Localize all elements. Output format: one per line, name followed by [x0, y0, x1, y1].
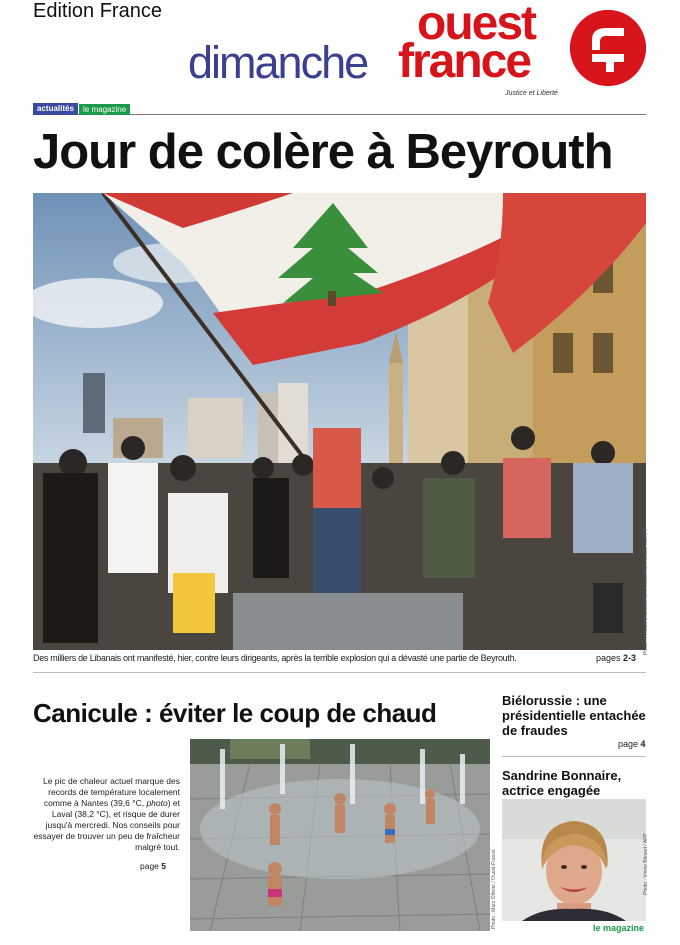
bonnaire-headline[interactable]: Sandrine Bonnaire, actrice engagée — [502, 768, 622, 798]
bielorussie-page-link[interactable]: page 4 — [618, 739, 646, 749]
main-photo-caption: Des milliers de Libanais ont manifesté, hier, contre leurs dirigeants, après la terrible explosion qui a dévasté une partie de Beyrouth. — [33, 653, 517, 663]
brand-dimanche: dimanche — [188, 37, 368, 88]
bielorussie-headline[interactable]: Biélorussie : une présidentielle entachée de fraudes — [502, 693, 646, 738]
magazine-link[interactable]: le magazine — [593, 923, 645, 933]
canicule-page-link[interactable]: page 5 — [140, 861, 167, 871]
rubric-magazine-tag[interactable]: le magazine — [79, 104, 130, 115]
main-photo-beirut-protest[interactable] — [33, 193, 646, 650]
brand-ouest: ouest — [417, 0, 536, 50]
bonnaire-portrait-photo[interactable] — [502, 799, 646, 921]
ouest-france-logo-icon — [570, 10, 646, 86]
sidebar-divider — [502, 756, 646, 757]
canicule-summary: Le pic de chaleur actuel marque des records de température localement comme à Nantes (39,6 °C, photo) et Laval (38,2 °C), et risque de durer jusqu'à mercredi. Nos conseils pour essayer de trouver un peu de fraîcheur malgré tout. — [33, 776, 180, 852]
main-headline[interactable]: Jour de colère à Beyrouth — [33, 125, 613, 179]
canicule-photo-credit: Photo : Marc Ollivier / Ouest-France — [491, 849, 497, 929]
bonnaire-photo-credit: Photo : Vinnie Blesart / AFP — [643, 833, 649, 895]
main-story-pages-link[interactable]: pages 2-3 — [596, 653, 637, 663]
rubric-actualites-tag[interactable]: actualités — [33, 103, 78, 115]
canicule-fountain-photo[interactable] — [190, 739, 490, 931]
tagline: Justice et Liberté — [505, 90, 558, 97]
main-photo-credit: Photo : Arnaud Duclaud/Hans Lucas/Hans Lucas via AFP — [643, 527, 649, 655]
edition-label: Edition France — [33, 0, 162, 22]
brand-france: france — [398, 35, 531, 88]
section-divider — [33, 672, 646, 673]
canicule-headline[interactable]: Canicule : éviter le coup de chaud — [33, 698, 437, 728]
